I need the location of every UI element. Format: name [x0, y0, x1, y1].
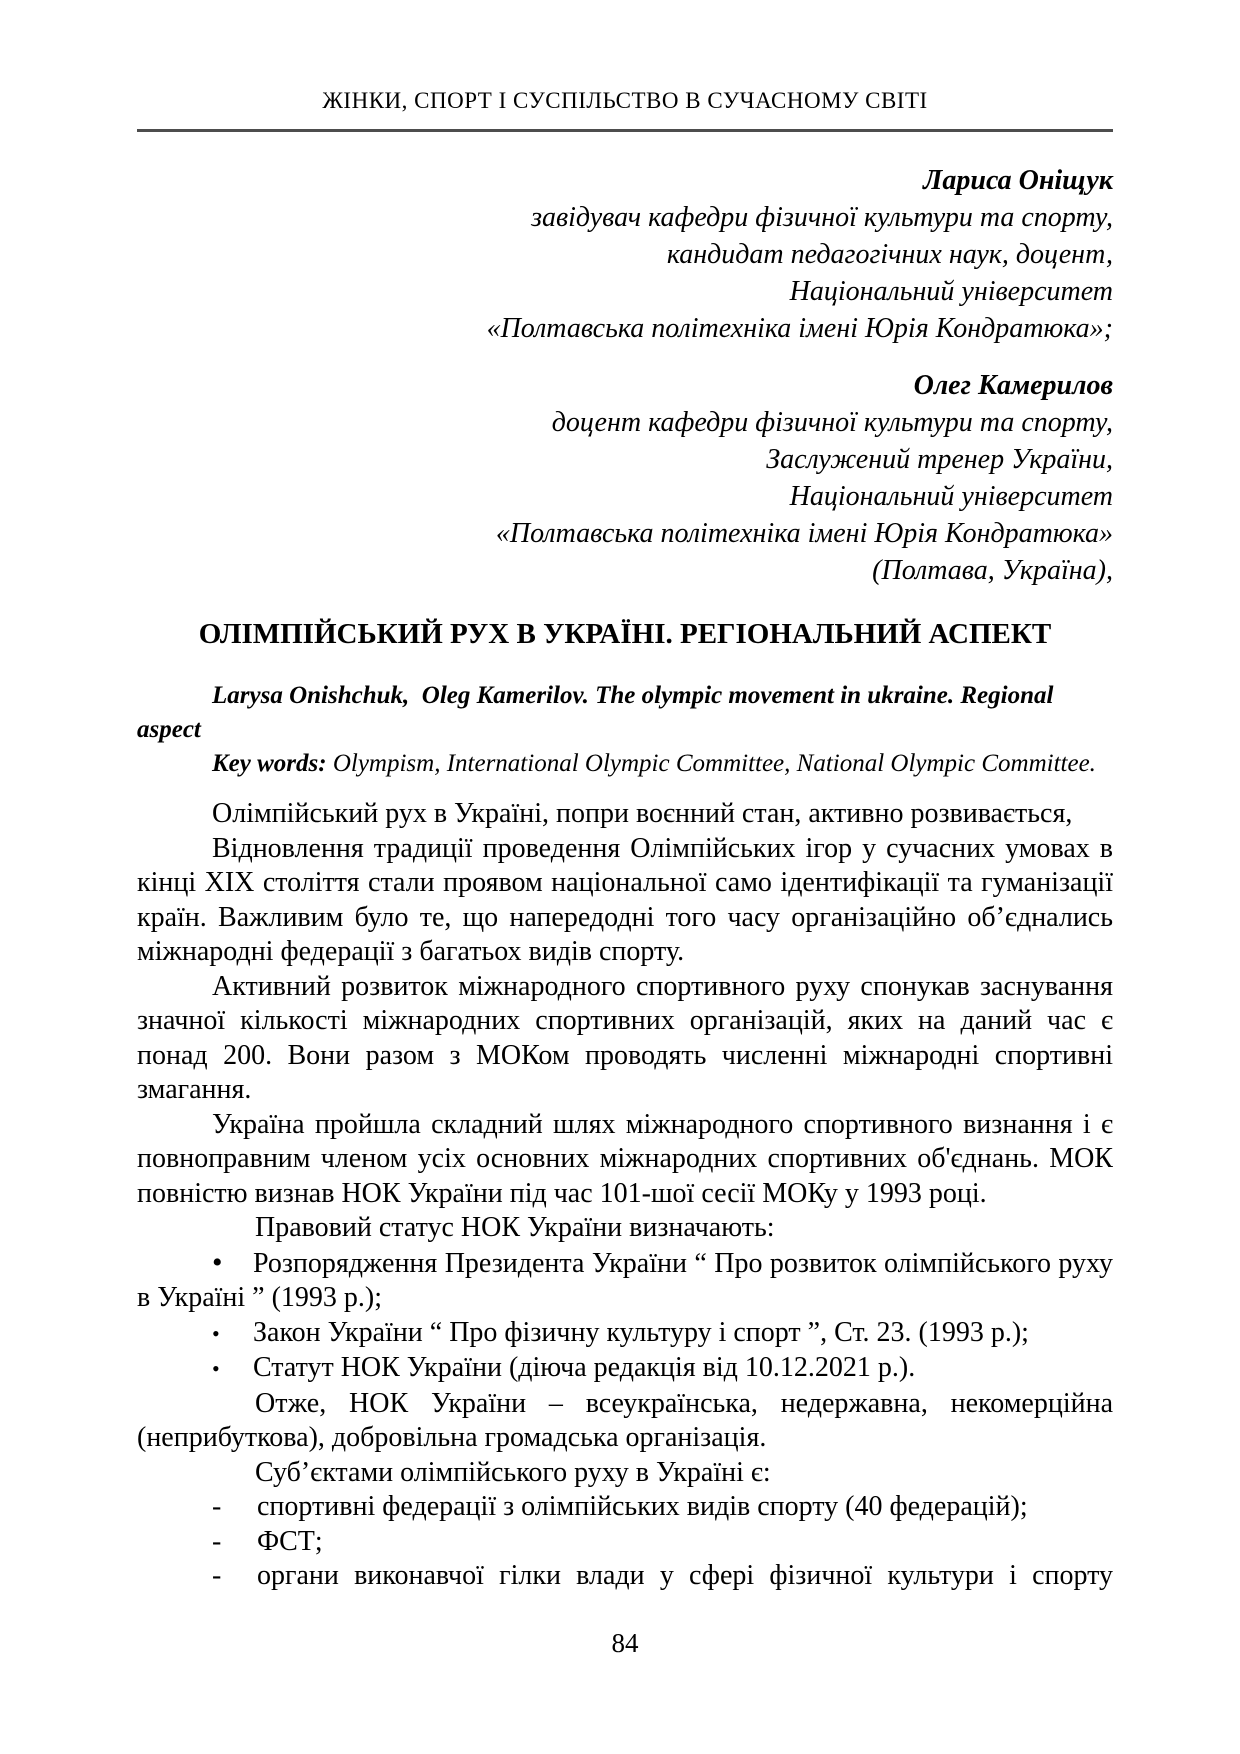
- body-paragraph: Україна пройшла складний шлях міжнародного спортивного визнання і є повноправним членом усіх основних міжнародних спортивних об'єднань. МОК повністю визнав НОК України під час 101-шої сесії МОКу у 1993 році.: [137, 1108, 1113, 1209]
- page-number: 84: [611, 1628, 639, 1658]
- dash-item: [137, 1490, 1113, 1525]
- body-paragraph: Правовий статус НОК України визначають:: [255, 1212, 775, 1243]
- dash-item: [137, 1525, 1113, 1560]
- keywords-line: [137, 747, 1113, 781]
- body-paragraph: Суб’єктами олімпійського руху в Україні є:: [255, 1456, 771, 1488]
- author-block-2: [137, 367, 1113, 589]
- author-affiliation-line: Національний університет: [789, 481, 1113, 512]
- author-affiliation-line: кандидат педагогічних наук, доцент,: [666, 239, 1113, 270]
- bullet-icon: •: [212, 1356, 220, 1381]
- running-head: ЖІНКИ, СПОРТ І СУСПІЛЬСТВО В СУЧАСНОМУ СВІТІ: [322, 88, 928, 113]
- author-affiliation-line: (Полтава, Україна),: [872, 555, 1113, 586]
- author-affiliation-line: доцент кафедри фізичної культури та спорту,: [551, 407, 1113, 438]
- dash-text: спортивні федерації з олімпійських видів спорту (40 федерацій);: [257, 1491, 1028, 1522]
- article-body: [137, 797, 1113, 1594]
- dash-icon: -: [212, 1491, 222, 1522]
- header-rule: [137, 129, 1113, 132]
- bullet-icon: •: [212, 1245, 223, 1279]
- dash-icon: -: [212, 1560, 222, 1591]
- authors-section: [137, 162, 1113, 589]
- bullet-text: Розпорядження Президента України “ Про розвиток олімпійського руху в Україні ” (1993 р.);: [137, 1247, 1113, 1313]
- bullet-item: [137, 1351, 1113, 1387]
- dash-icon: -: [212, 1525, 222, 1557]
- bullet-item: [137, 1316, 1113, 1352]
- abstract-english: Larysa Onishchuk, Oleg Kamerilov. The olympic movement in ukraine. Regional aspect: [137, 682, 1060, 743]
- body-paragraph: Олімпійський рух в Україні, попри воєнний стан, активно розвивається,: [212, 798, 1073, 829]
- body-paragraph: Активний розвиток міжнародного спортивного руху спонукав заснування значної кількості міжнародних спортивних організацій, яких на даний час є понад 200. Вони разом з МОКом проводять численні міжнародні спортивні змагання.: [137, 970, 1113, 1105]
- keywords-text: Olympism, International Olympic Committee, National Olympic Committee.: [326, 750, 1096, 777]
- body-paragraph: Отже, НОК України – всеукраїнська, недержавна, некомерційна (неприбуткова), добровільна громадська організація.: [137, 1387, 1113, 1453]
- author-affiliation-line: «Полтавська політехніка імені Юрія Кондратюка»: [495, 518, 1113, 549]
- keywords-label: Key words:: [212, 750, 327, 777]
- body-paragraph: Відновлення традиції проведення Олімпійських ігор у сучасних умовах в кінці XIX століття стали проявом національної само ідентифікації та гуманізації країн. Важливим було те, що напередодні того часу організаційно об’єднались міжнародні федерації з багатьох видів спорту.: [137, 832, 1113, 967]
- bullet-text: Закон України “ Про фізичну культуру і спорт ”, Ст. 23. (1993 р.);: [253, 1316, 1029, 1348]
- dash-text: ФСТ;: [257, 1525, 323, 1557]
- author-name: Олег Камерилов: [913, 370, 1113, 401]
- author-affiliation-line: завідувач кафедри фізичної культури та спорту,: [531, 202, 1113, 233]
- author-name: Лариса Оніщук: [923, 165, 1113, 196]
- bullet-item: [137, 1246, 1113, 1316]
- author-block-1: [137, 162, 1113, 347]
- dash-text: органи виконавчої гілки влади у сфері фізичної культури і спорту: [257, 1560, 1113, 1591]
- bullet-text: Статут НОК України (діюча редакція від 10.12.2021 р.).: [253, 1352, 916, 1383]
- bullet-icon: •: [212, 1320, 220, 1346]
- author-affiliation-line: Національний університет: [789, 276, 1113, 307]
- page-content: [137, 0, 1113, 1594]
- author-affiliation-line: «Полтавська політехніка імені Юрія Кондратюка»;: [486, 313, 1113, 344]
- article-title: ОЛІМПІЙСЬКИЙ РУХ В УКРАЇНІ. РЕГІОНАЛЬНИЙ АСПЕКТ: [198, 618, 1052, 650]
- author-affiliation-line: Заслужений тренер України,: [766, 444, 1113, 475]
- dash-item: [137, 1559, 1113, 1594]
